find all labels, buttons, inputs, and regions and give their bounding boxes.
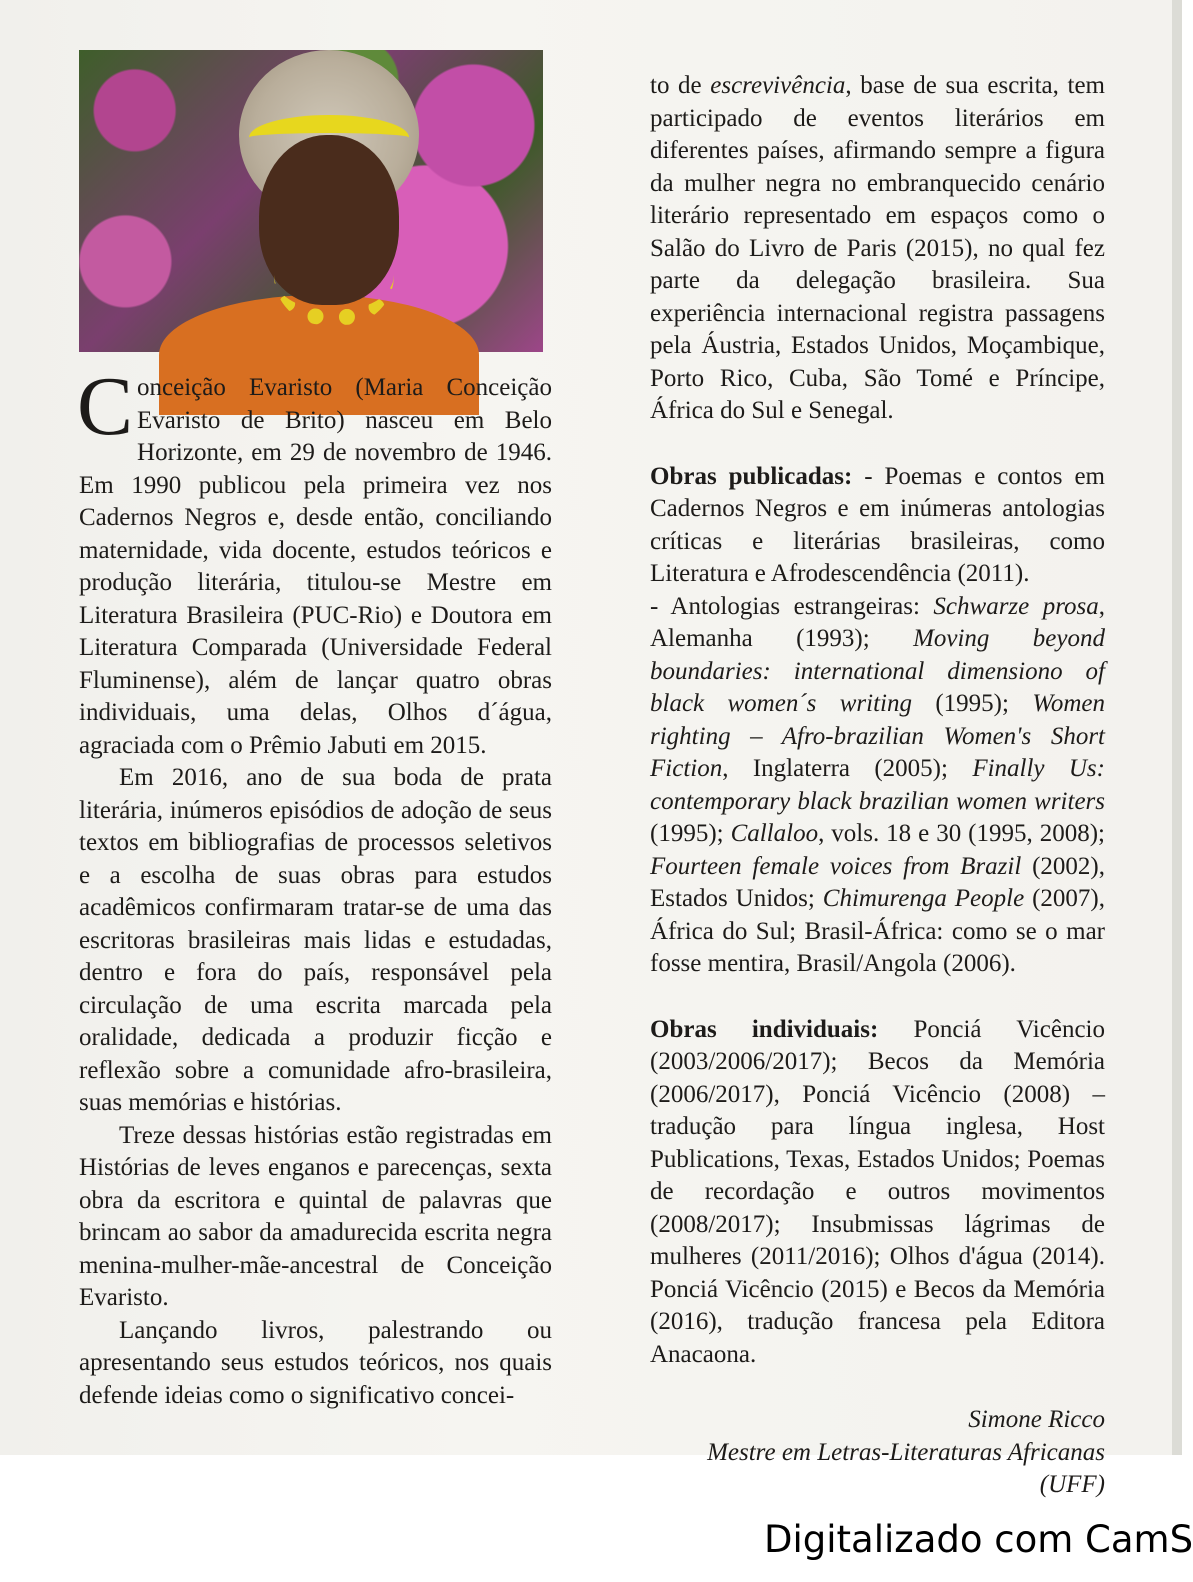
text-run: , vols. 18 e 30 (1995, 2008); bbox=[818, 820, 1105, 847]
signature-name: Simone Ricco bbox=[968, 1406, 1105, 1433]
text-run: - Antologias estrangeiras: bbox=[650, 592, 934, 620]
spacer bbox=[650, 428, 1105, 461]
drop-cap: C bbox=[77, 360, 134, 453]
text-run: , base de sua escrita, tem participado de eventos literários em diferentes países, afirmando sempre a figura da mulher negra no embranquecido cenário literário representado em espaços como o Salão do Livro de Paris (2015), no qual fez parte da delegação brasileira. Sua experiência internacional registra passagens pela Áustria, Estados Unidos, Moçambique, Porto Rico, Cuba, São Tomé e Príncipe, África do Sul e Senegal. bbox=[650, 72, 1105, 424]
text-run: (1995); bbox=[650, 820, 731, 847]
bio-paragraph-2: Em 2016, ano de sua boda de prata literária, inúmeros episódios de adoção de seus textos em bibliografias de processos seletivos e a escolha de suas obras para estudos acadêmicos confirmaram tratar-se de uma das escritoras brasileiras mais lidas e estudadas, dentro e fora do país, responsável pela circulação de uma escrita marcada pela oralidade, dedicada a produzir ficção e reflexão sobre a comunidade afro-brasileira, suas memórias e histórias. bbox=[79, 764, 552, 1116]
text-run: (1995); bbox=[911, 690, 1033, 717]
photo-headband bbox=[249, 115, 409, 160]
bio-paragraph-3: Treze dessas histórias estão registradas em Histórias de leves enganos e parecenças, sexta obra da escritora e quintal de palavras que brincam ao sabor da amadurecida escrita negra menina-mulher-mãe-ancestral de Conceição Evaristo. bbox=[79, 1121, 552, 1311]
book-title: Moving beyond boundaries: international dimensiono of black women´s writing bbox=[650, 625, 1105, 717]
author-photo bbox=[79, 50, 543, 352]
section-label: Obras publicadas: bbox=[650, 462, 853, 490]
bio-paragraph-1 bbox=[77, 360, 552, 762]
text-run: (2002), Estados Unidos; bbox=[650, 852, 1105, 912]
antologias-estrangeiras bbox=[650, 591, 1105, 981]
bio-paragraph-5 bbox=[650, 70, 1105, 428]
book-title: Fourteen female voices from Brazil bbox=[650, 852, 1022, 880]
obras-individuais bbox=[650, 1014, 1105, 1372]
section-label: Obras individuais: bbox=[650, 1015, 879, 1043]
italic-term: escrevivência bbox=[710, 72, 846, 99]
text-run: to de bbox=[650, 72, 711, 99]
text-run: , Alemanha (1993); bbox=[650, 592, 1105, 652]
bio-paragraph-1-text: onceição Evaristo (Maria Conceição Evaristo de Brito) nasceu em Belo Horizonte, em 29 de novembro de 1946. Em 1990 publicou pela primeira vez nos Cadernos Negros e, desde então, conciliando maternidade, vida docente, estudos teóricos e produção literária, titulou-se Mestre em Literatura Brasileira (PUC-Rio) e Doutora em Literatura Comparada (Universidade Federal Fluminense), além de lançar quatro obras individuais, uma delas, Olhos d´água, agraciada com o Prêmio Jabuti em 2015. bbox=[79, 374, 552, 759]
scanner-watermark: Digitalizado com CamS bbox=[764, 1518, 1193, 1561]
bio-paragraph-4: Lançando livros, palestrando ou apresentando seus estudos teóricos, nos quais defende ideias como o significativo concei- bbox=[79, 1316, 552, 1409]
book-title: Chimurenga People bbox=[822, 885, 1025, 912]
spacer bbox=[650, 981, 1105, 1014]
spacer bbox=[650, 1371, 1105, 1404]
text-run: Ponciá Vicêncio (2003/2006/2017); Becos da Memória (2006/2017), Ponciá Vicêncio (2008) – tradução para língua inglesa, Host Publications, Texas, Estados Unidos; Poemas de recordação e outros movimentos (2008/2017); Insubmissas lágrimas de mulheres (2011/2016); Olhos d'água (2014). Ponciá Vicêncio (2015) e Becos da Memória (2016), tradução francesa pela Editora Anacaona. bbox=[650, 1015, 1105, 1368]
obras-publicadas bbox=[650, 461, 1105, 591]
page-edge bbox=[1172, 0, 1182, 1455]
book-title: Schwarze prosa bbox=[933, 592, 1099, 620]
right-column bbox=[650, 70, 1105, 1502]
text-run: - Poemas e contos em Cadernos Negros e em inúmeras antologias críticas e literárias brasileiras, como Literatura e Afrodescendência (2011). bbox=[650, 462, 1105, 587]
book-title: Women righting – Afro-brazilian Women's Short Fiction bbox=[650, 690, 1105, 782]
left-column bbox=[77, 360, 552, 1412]
text-run: (2007), África do Sul; Brasil-África: como se o mar fosse mentira, Brasil/Angola (2006). bbox=[650, 885, 1106, 977]
book-title: Callaloo bbox=[730, 820, 819, 847]
text-run: , Inglaterra (2005); bbox=[722, 755, 973, 782]
signature-title: Mestre em Letras-Literaturas Africanas (UFF) bbox=[707, 1438, 1105, 1498]
book-title: Finally Us: contemporary black brazilian women writers bbox=[650, 755, 1105, 815]
